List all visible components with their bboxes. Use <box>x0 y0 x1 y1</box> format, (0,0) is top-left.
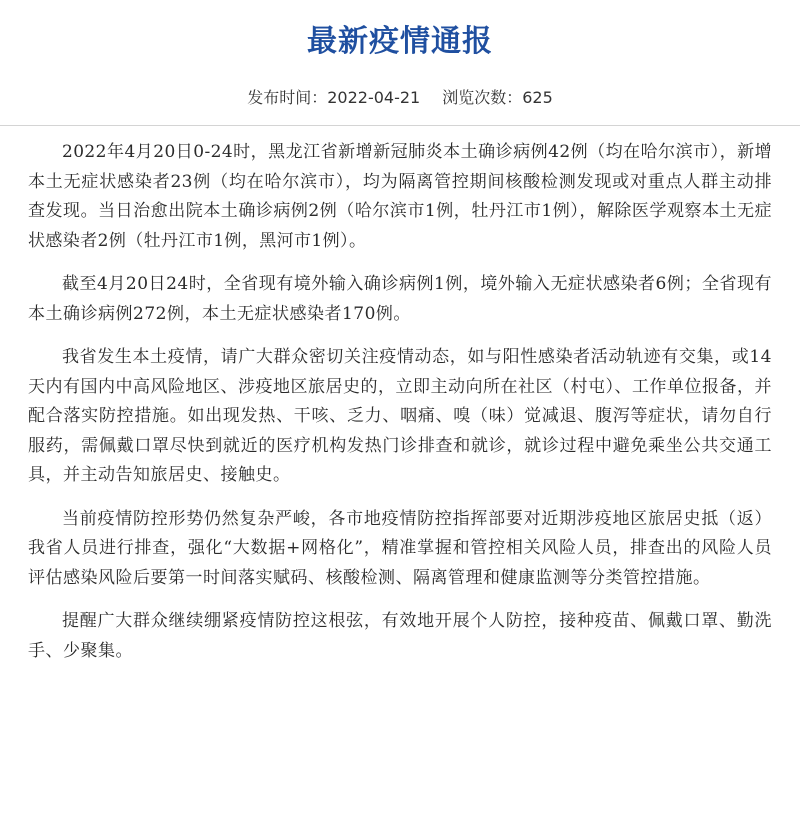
article-paragraph-5: 提醒广大群众继续绷紧疫情防控这根弦，有效地开展个人防控，接种疫苗、佩戴口罩、勤洗手、少聚集。 <box>28 611 772 661</box>
article-paragraph-2: 截至4月20日24时，全省现有境外输入确诊病例1例，境外输入无症状感染者6例；全省现有本土确诊病例272例，本土无症状感染者170例。 <box>28 274 772 324</box>
publish-time-label: 发布时间： <box>247 88 328 107</box>
article-paragraph-1: 2022年4月20日0-24时，黑龙江省新增新冠肺炎本土确诊病例42例（均在哈尔滨市），新增本土无症状感染者23例（均在哈尔滨市），均为隔离管控期间核酸检测发现或对重点人群主动排查发现。当日治愈出院本土确诊病例2例（哈尔滨市1例，牡丹江市1例），解除医学观察本土无症状感染者2例（牡丹江市1例，黑河市1例）。 <box>28 142 772 251</box>
publish-date: 2022-04-21 <box>327 88 421 107</box>
article-paragraph-4: 当前疫情防控形势仍然复杂严峻，各市地疫情防控指挥部要对近期涉疫地区旅居史抵（返）我省人员进行排查，强化“大数据+网格化”，精准掌握和管控相关风险人员，排查出的风险人员评估感染风险后要第一时间落实赋码、核酸检测、隔离管理和健康监测等分类管控措施。 <box>28 508 772 588</box>
article-paragraph-3: 我省发生本土疫情，请广大群众密切关注疫情动态，如与阳性感染者活动轨迹有交集，或14天内有国内中高风险地区、涉疫地区旅居史的，立即主动向所在社区（村屯）、工作单位报备，并配合落实防控措施。如出现发热、干咳、乏力、咽痛、嗅（味）觉减退、腹泻等症状，请勿自行服药，需佩戴口罩尽快到就近的医疗机构发热门诊排查和就诊，就诊过程中避免乘坐公共交通工具，并主动告知旅居史、接触史。 <box>28 347 772 485</box>
article-body <box>28 138 772 680</box>
view-count-label: 浏览次数： <box>442 88 523 107</box>
page-title: 最新疫情通报 <box>307 24 493 59</box>
article-meta <box>0 86 800 110</box>
header-divider <box>0 125 800 126</box>
view-count: 625 <box>522 88 553 107</box>
